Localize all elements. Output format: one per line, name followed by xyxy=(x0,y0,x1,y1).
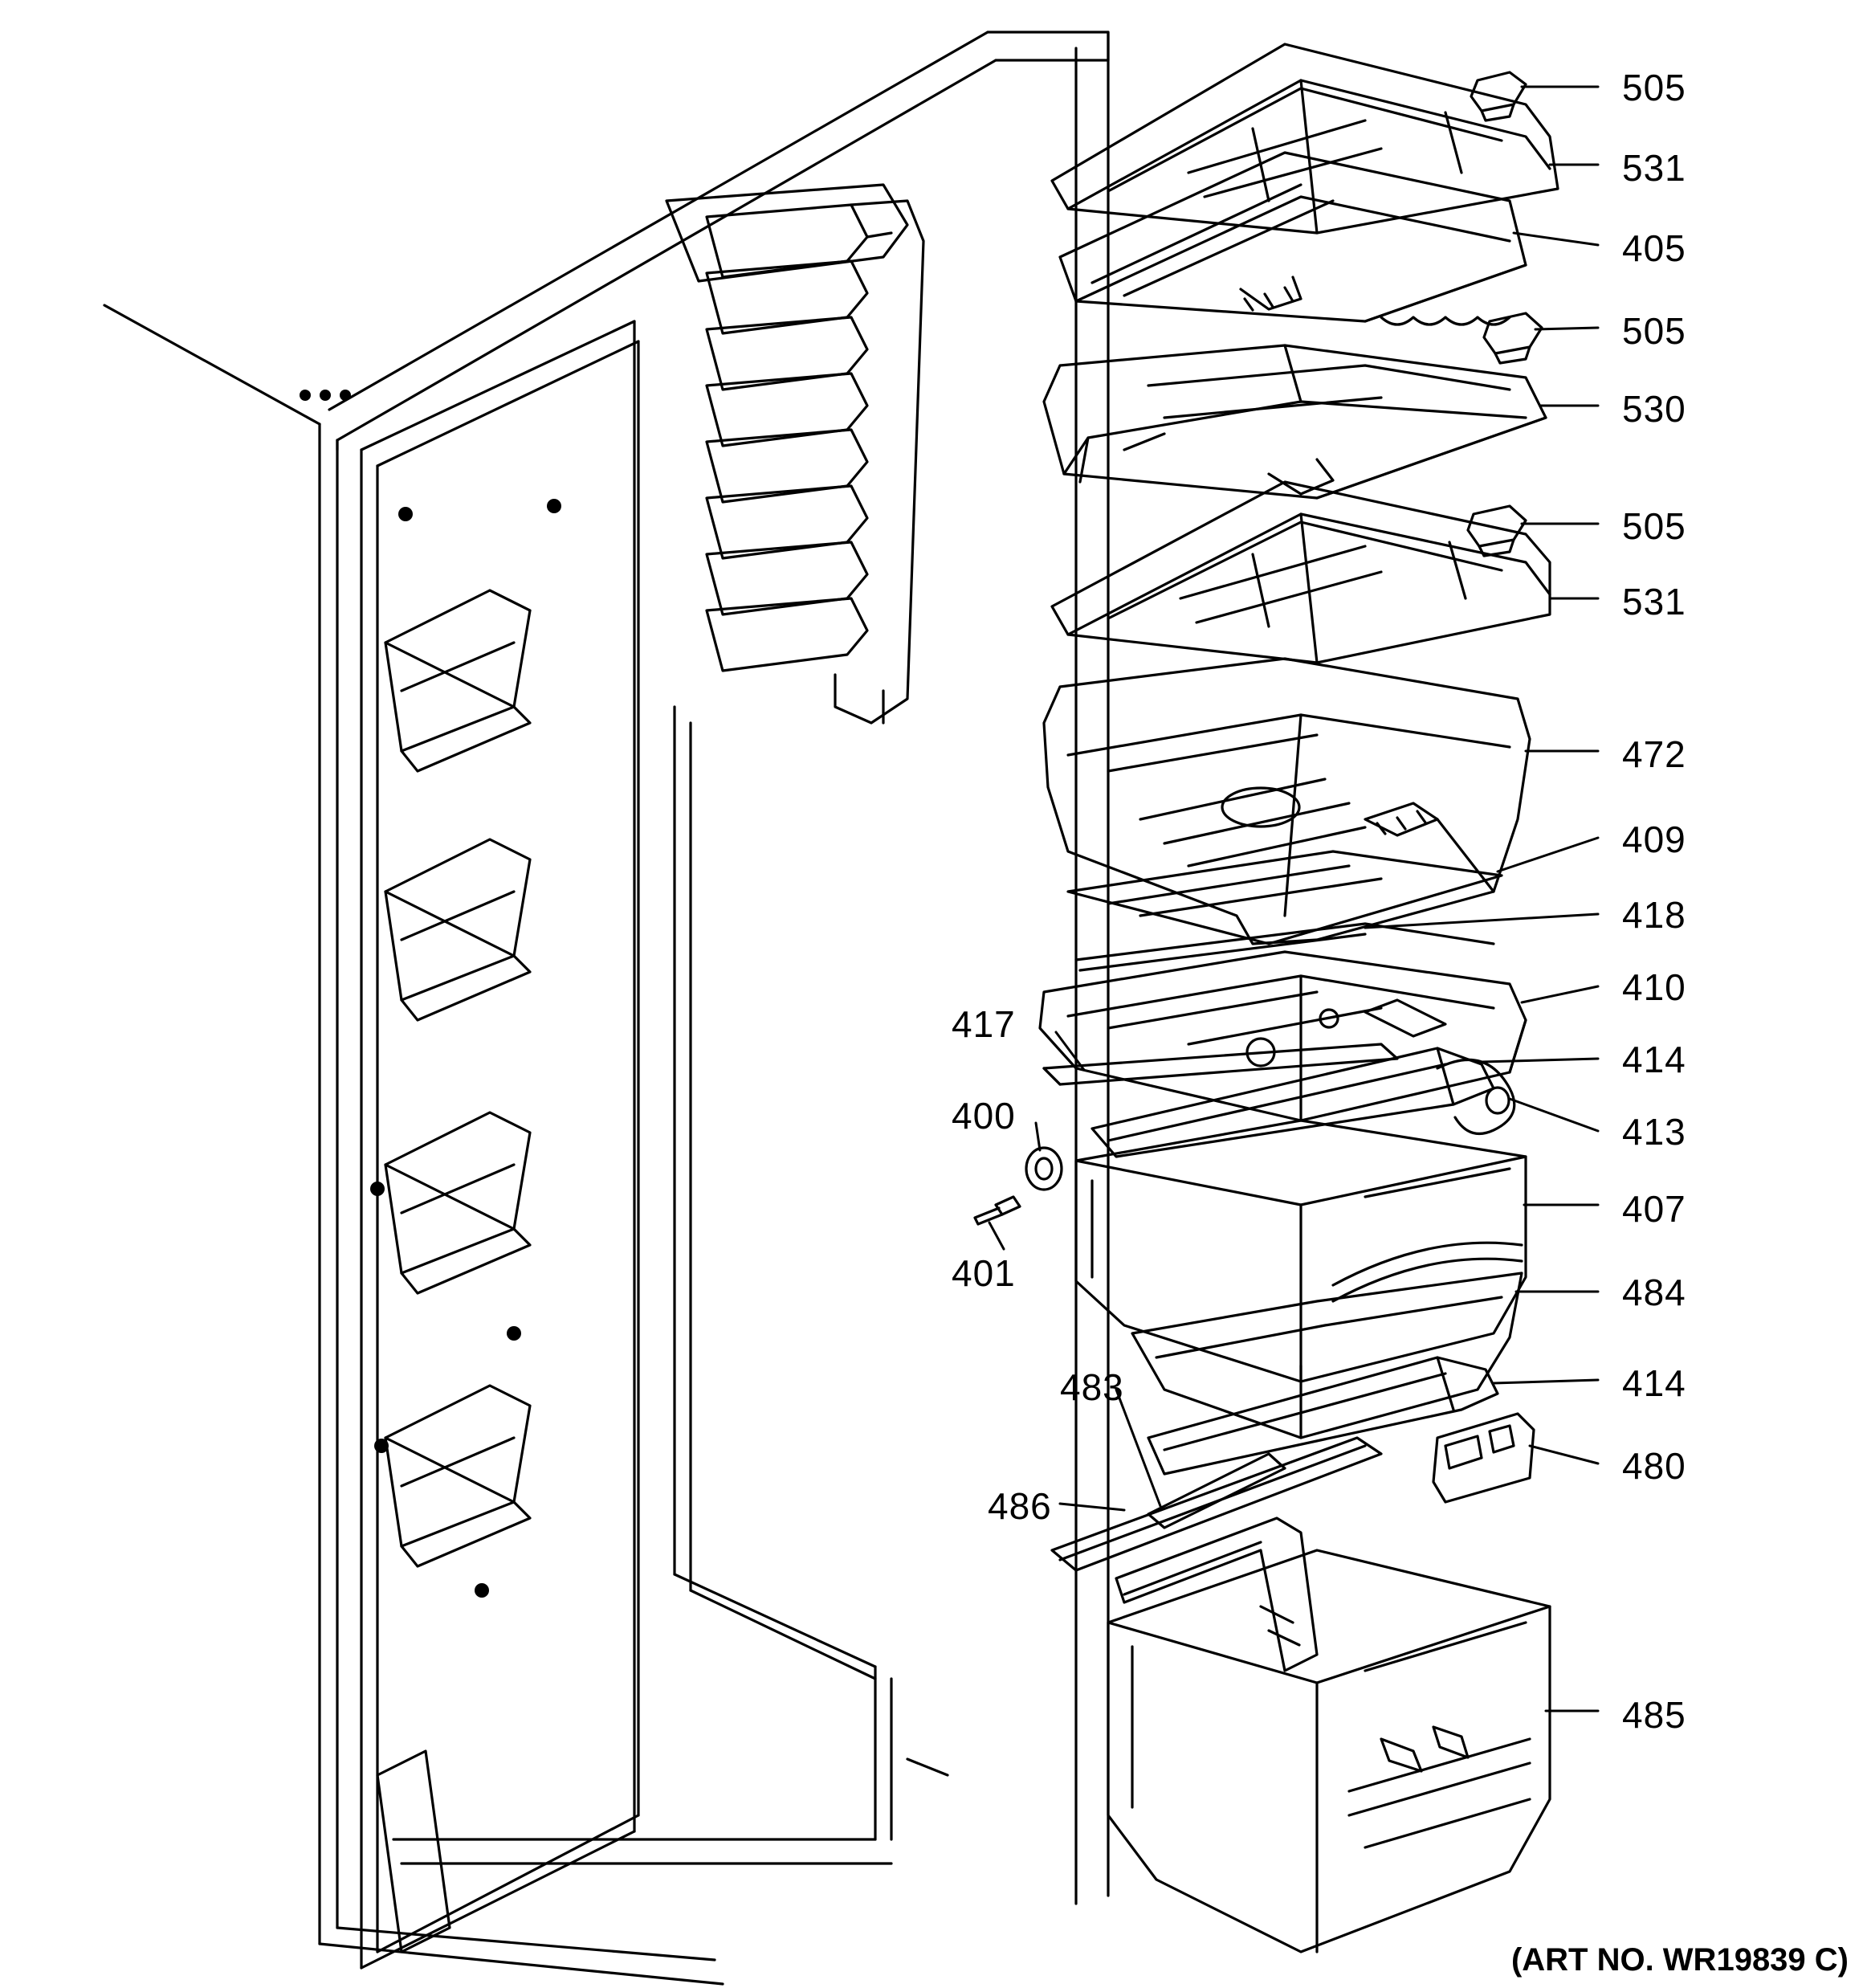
callout-418: 418 xyxy=(1622,894,1686,936)
part-417-rail xyxy=(1044,1044,1397,1084)
callout-486: 486 xyxy=(988,1485,1052,1527)
callout-484: 484 xyxy=(1622,1272,1686,1313)
art-number-note: (ART NO. WR19839 C) xyxy=(1510,1942,1849,1978)
cabinet-liner-ribs xyxy=(667,185,923,723)
part-410-frame xyxy=(1040,952,1526,1121)
part-407-drawer xyxy=(1076,1121,1526,1382)
part-418-trim xyxy=(1076,924,1494,970)
callout-480: 480 xyxy=(1622,1445,1686,1487)
callout-413: 413 xyxy=(1622,1111,1686,1153)
part-480-bracket xyxy=(1433,1414,1534,1502)
part-400-bushing xyxy=(1026,1148,1062,1190)
part-486-rail xyxy=(1052,1438,1381,1570)
callout-505-lower: 505 xyxy=(1622,505,1686,547)
callout-530: 530 xyxy=(1622,388,1686,430)
callout-409: 409 xyxy=(1622,818,1686,860)
part-531-shelf-top xyxy=(1052,44,1558,233)
part-484-pan xyxy=(1132,1273,1522,1438)
part-409-glass xyxy=(1068,851,1502,944)
callout-531-top: 531 xyxy=(1622,147,1686,189)
cabinet-lower-frame xyxy=(393,707,948,1863)
callout-483: 483 xyxy=(1060,1366,1124,1408)
callout-472: 472 xyxy=(1622,733,1686,775)
callout-505-top: 505 xyxy=(1622,67,1686,108)
callout-405: 405 xyxy=(1622,227,1686,269)
callout-505-middle: 505 xyxy=(1622,310,1686,352)
part-505-clip-lower xyxy=(1468,506,1526,556)
door-shelf-4 xyxy=(385,1386,530,1566)
callout-401: 401 xyxy=(952,1252,1016,1294)
door-shelf-1 xyxy=(385,590,530,771)
callout-531-lower: 531 xyxy=(1622,581,1686,623)
door-shelf-2 xyxy=(385,839,530,1020)
leader-lines xyxy=(989,87,1598,1711)
door-inner-panel xyxy=(361,321,638,1968)
callout-400: 400 xyxy=(952,1095,1016,1137)
callout-414-lower: 414 xyxy=(1622,1362,1686,1404)
part-414-rail-upper xyxy=(1092,1048,1494,1157)
callout-414-upper: 414 xyxy=(1622,1039,1686,1080)
callout-485: 485 xyxy=(1622,1694,1686,1736)
part-401-screw xyxy=(975,1197,1020,1224)
door-shelf-3 xyxy=(385,1112,530,1293)
part-531-shelf-lower xyxy=(1052,482,1550,663)
callout-417: 417 xyxy=(952,1003,1016,1045)
part-485-drawer xyxy=(1108,1518,1550,1952)
callout-407: 407 xyxy=(1622,1188,1686,1230)
door-bottom-bin xyxy=(377,1751,450,1952)
part-505-clip-middle xyxy=(1484,313,1542,363)
part-530-shelf xyxy=(1044,345,1546,498)
callout-410: 410 xyxy=(1622,966,1686,1008)
